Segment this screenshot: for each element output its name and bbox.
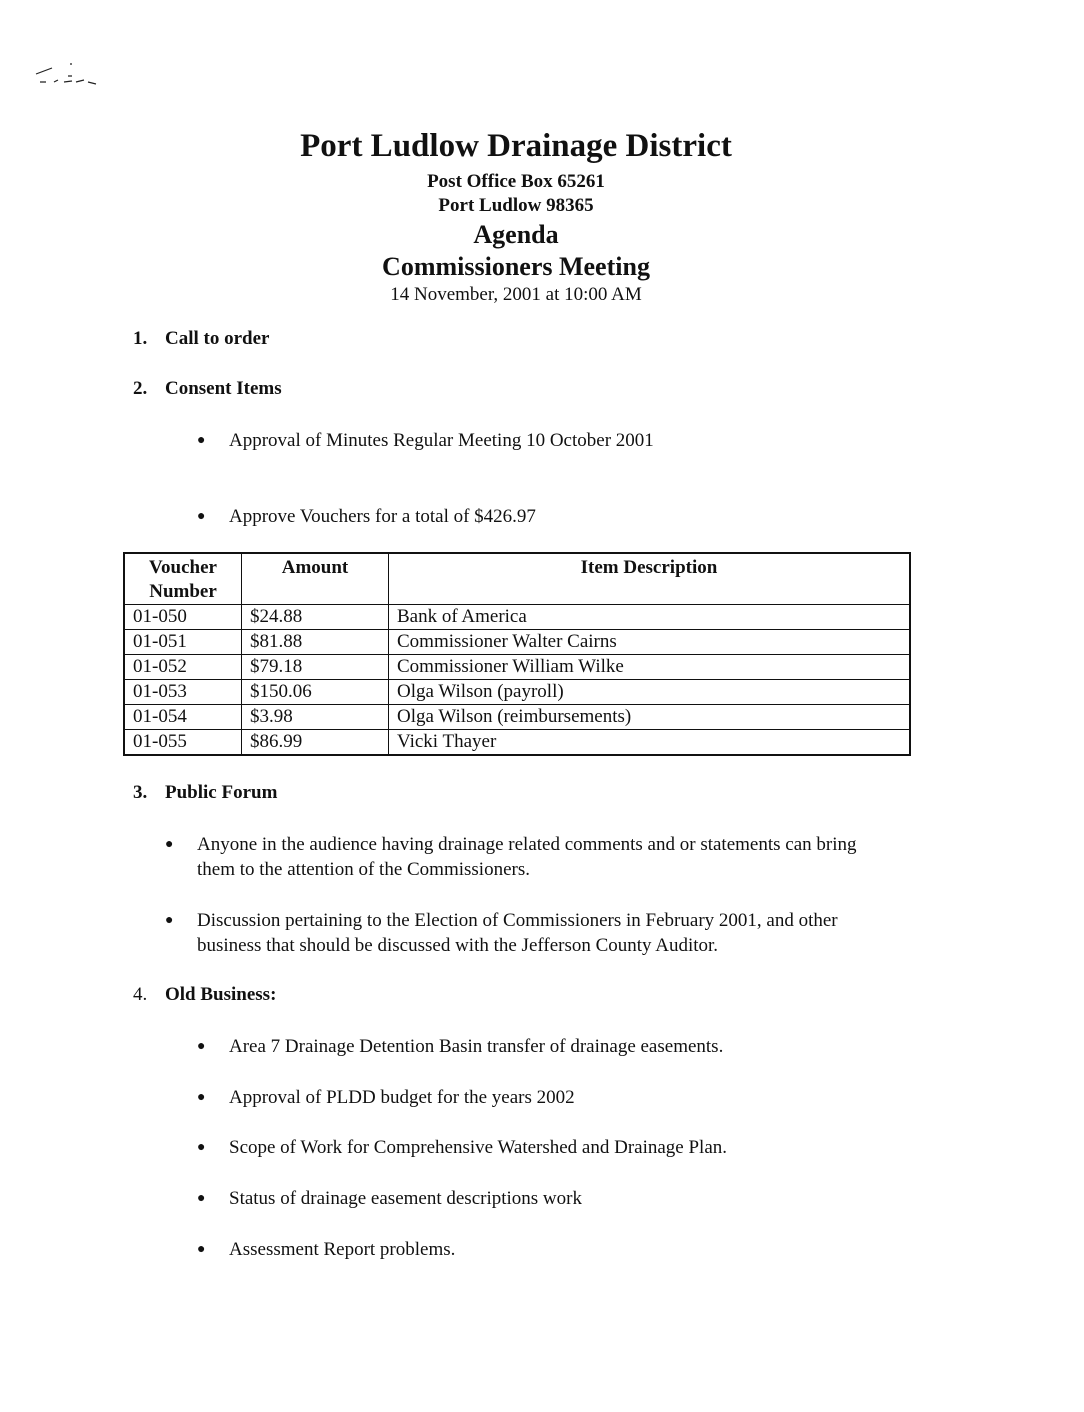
list-item-text: Status of drainage easement descriptions work: [229, 1188, 582, 1209]
list-item: [197, 428, 654, 453]
list-item-text: Scope of Work for Comprehensive Watershed and Drainage Plan.: [229, 1137, 728, 1158]
section-title: Consent Items: [165, 378, 282, 399]
list-item-text: Approve Vouchers for a total of $426.97: [229, 506, 536, 527]
column-header-amount: Amount: [242, 553, 389, 605]
bullet-icon: ●: [197, 1140, 206, 1155]
section-number: 1.: [133, 328, 148, 349]
list-item: [197, 1237, 456, 1262]
amount-cell: $24.88: [242, 605, 389, 630]
table-row: [124, 630, 910, 655]
bullet-icon: ●: [197, 1039, 206, 1054]
table-header-row: [124, 553, 910, 605]
address-po-box: Post Office Box 65261: [427, 171, 605, 192]
amount-cell: $79.18: [242, 655, 389, 680]
bullet-icon: ●: [197, 1090, 206, 1105]
voucher-number-cell: 01-050: [124, 605, 242, 630]
description-cell: Olga Wilson (payroll): [389, 680, 911, 705]
table-row: [124, 655, 910, 680]
bullet-icon: ●: [165, 837, 174, 852]
list-item-text: Approval of Minutes Regular Meeting 10 October 2001: [229, 430, 654, 451]
list-item-text: Approval of PLDD budget for the years 2002: [229, 1087, 575, 1108]
table-row: [124, 605, 910, 630]
list-item-text: Area 7 Drainage Detention Basin transfer of drainage easements.: [229, 1036, 724, 1057]
voucher-number-cell: 01-055: [124, 730, 242, 756]
section-number: 4.: [133, 984, 148, 1005]
voucher-number-cell: 01-053: [124, 680, 242, 705]
scan-artifact-mark: [32, 60, 112, 90]
bullet-icon: ●: [165, 913, 174, 928]
section-consent-items: [133, 378, 282, 400]
section-old-business: [133, 984, 276, 1006]
description-cell: Bank of America: [389, 605, 911, 630]
bullet-icon: ●: [197, 433, 206, 448]
section-number: 3.: [133, 782, 148, 803]
list-item: [197, 1085, 575, 1110]
section-call-to-order: [133, 328, 269, 350]
bullet-icon: ●: [197, 1191, 206, 1206]
bullet-icon: ●: [197, 1242, 206, 1257]
column-header-voucher-number: Voucher Number: [124, 553, 242, 605]
list-item: [165, 908, 897, 958]
section-title: Public Forum: [165, 782, 278, 803]
table-row: [124, 680, 910, 705]
section-public-forum: [133, 782, 277, 804]
table-row: [124, 730, 910, 756]
list-item: [165, 832, 897, 882]
document-title: Port Ludlow Drainage District: [300, 128, 732, 164]
column-header-item-description: Item Description: [389, 553, 911, 605]
section-title: Call to order: [165, 328, 270, 349]
list-item: [197, 1034, 724, 1059]
voucher-number-cell: 01-052: [124, 655, 242, 680]
description-cell: Olga Wilson (reimbursements): [389, 705, 911, 730]
voucher-number-cell: 01-054: [124, 705, 242, 730]
description-cell: Commissioner William Wilke: [389, 655, 911, 680]
list-item-text: Anyone in the audience having drainage related comments and or statements can bring them to the attention of the Commissioners.: [197, 834, 857, 880]
bullet-icon: ●: [197, 509, 206, 524]
amount-cell: $150.06: [242, 680, 389, 705]
list-item: [197, 504, 536, 529]
list-item-text: Assessment Report problems.: [229, 1239, 456, 1260]
amount-cell: $81.88: [242, 630, 389, 655]
section-title: Old Business:: [165, 984, 277, 1005]
description-cell: Vicki Thayer: [389, 730, 911, 756]
amount-cell: $86.99: [242, 730, 389, 756]
list-item: [197, 1135, 728, 1160]
meeting-name-heading: Commissioners Meeting: [382, 252, 650, 281]
amount-cell: $3.98: [242, 705, 389, 730]
description-cell: Commissioner Walter Cairns: [389, 630, 911, 655]
table-row: [124, 705, 910, 730]
document-type-heading: Agenda: [473, 220, 559, 249]
voucher-table: [123, 552, 911, 756]
meeting-datetime: 14 November, 2001 at 10:00 AM: [390, 284, 642, 305]
list-item: [197, 1186, 582, 1211]
section-number: 2.: [133, 378, 148, 399]
address-city-zip: Port Ludlow 98365: [438, 195, 594, 216]
list-item-text: Discussion pertaining to the Election of Commissioners in February 2001, and other business that should be discussed with the Jefferson County Auditor.: [197, 910, 838, 956]
voucher-number-cell: 01-051: [124, 630, 242, 655]
